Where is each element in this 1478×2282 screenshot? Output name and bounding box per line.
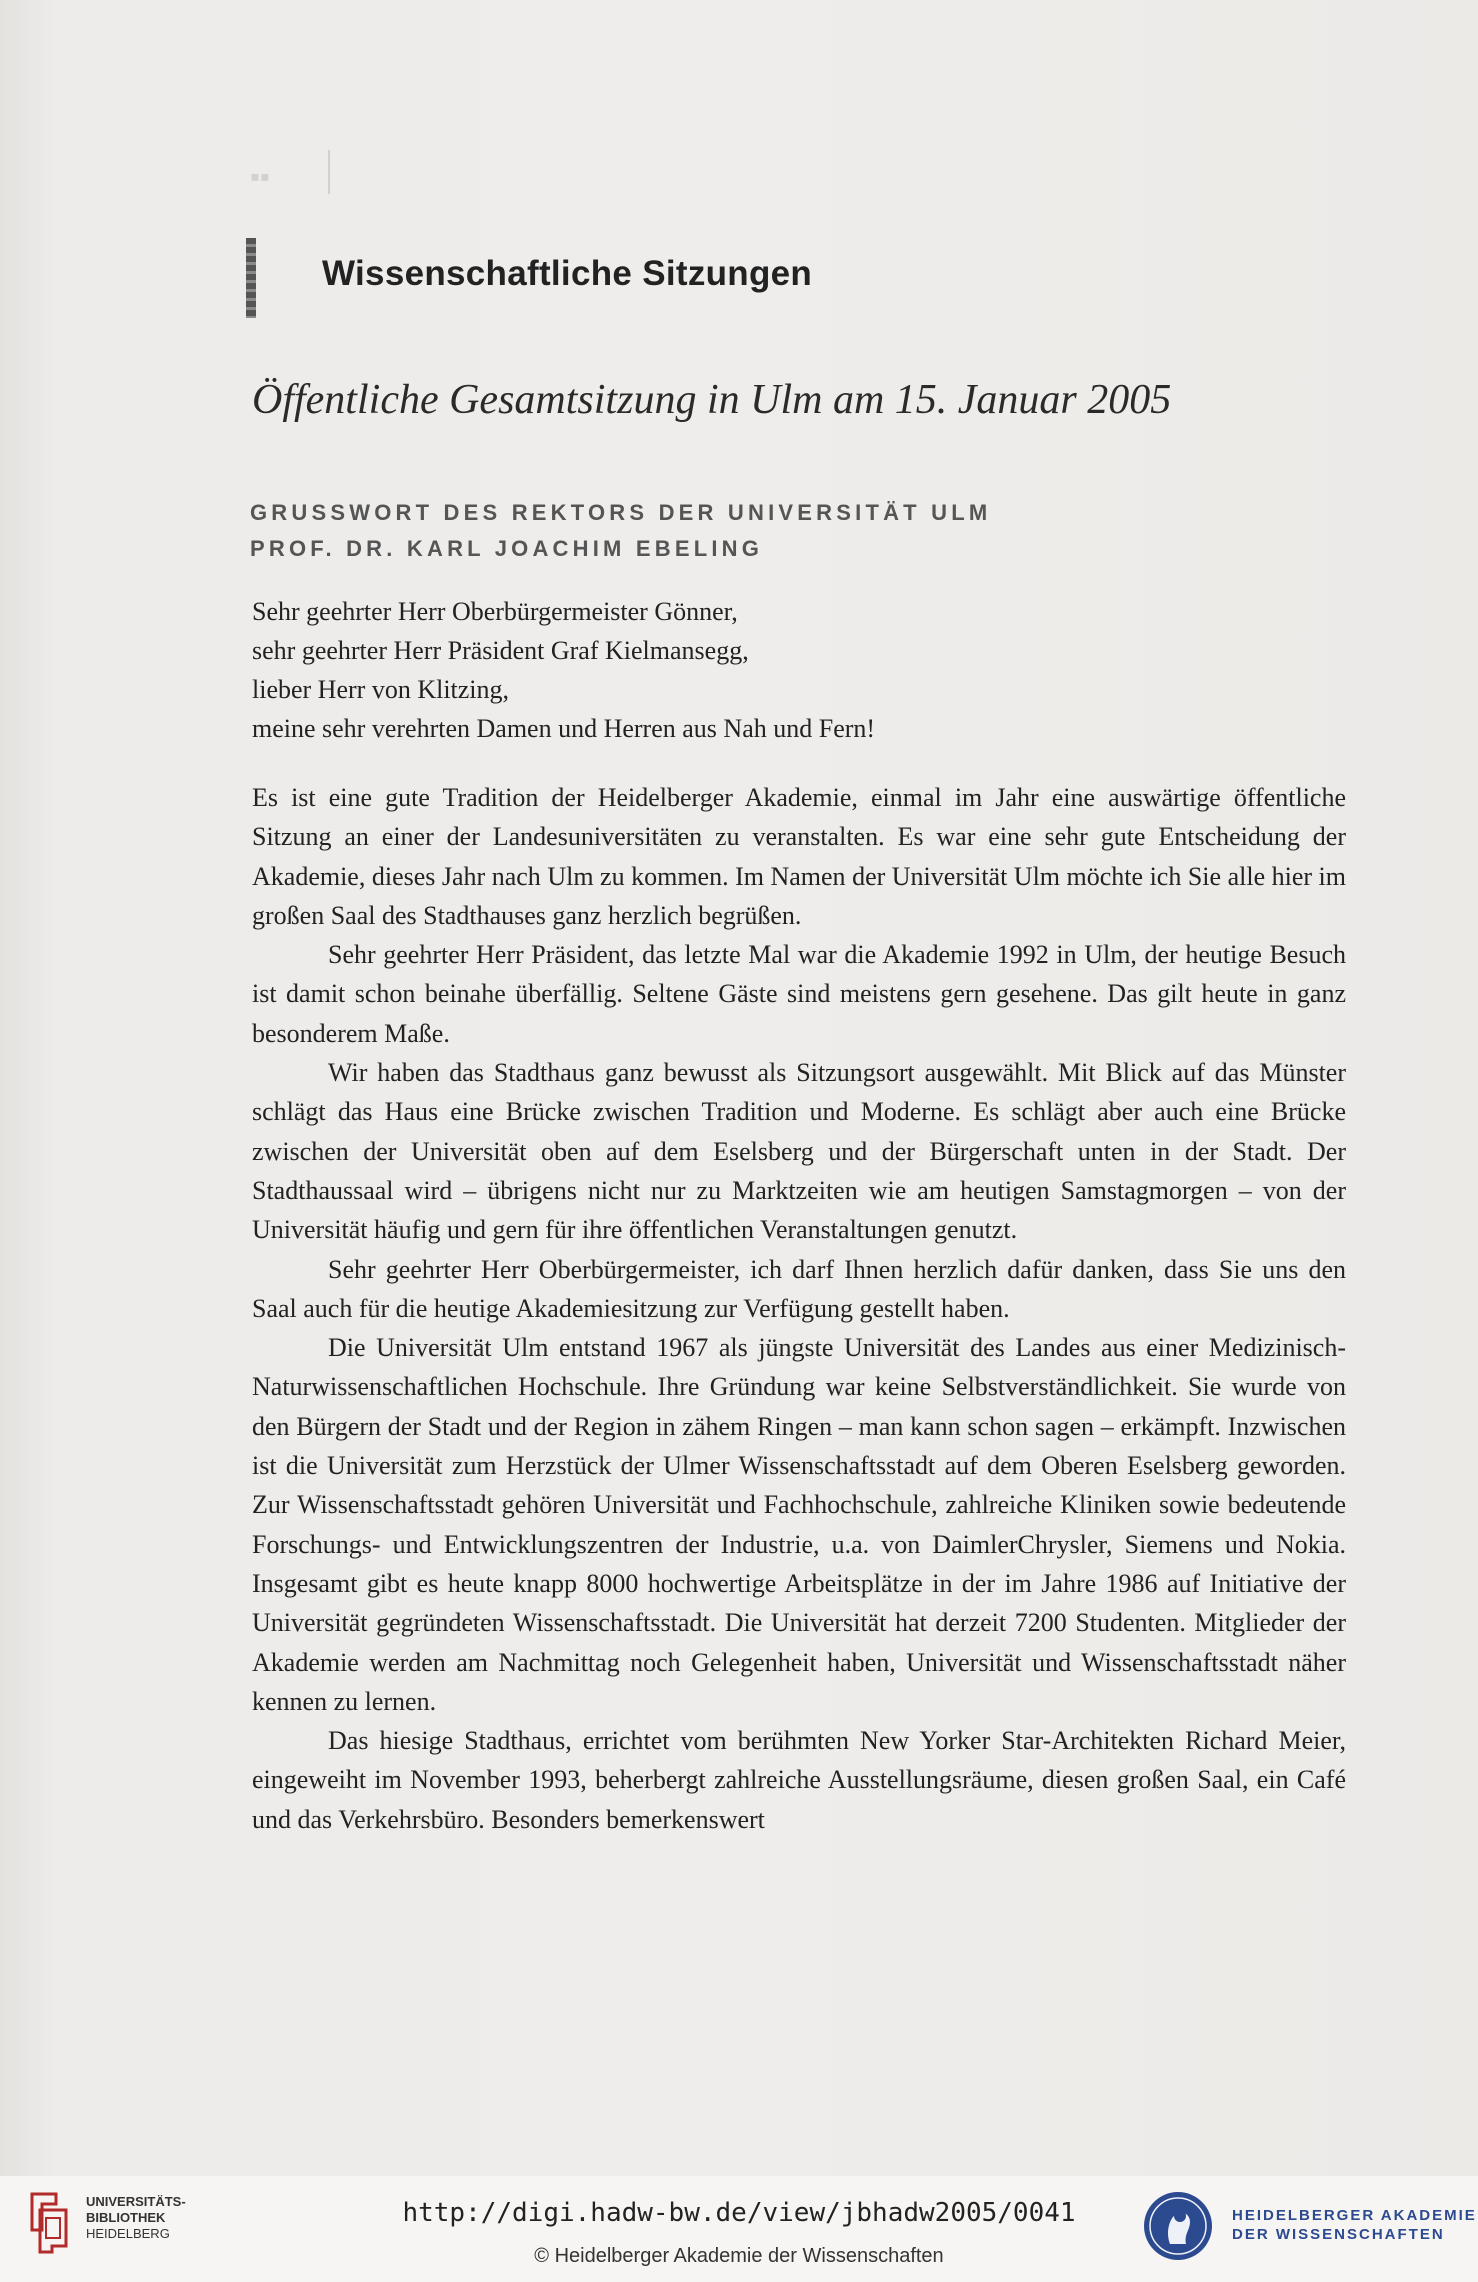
salutation-line: meine sehr verehrten Damen und Herren aus Nah und Fern! xyxy=(252,714,876,743)
library-name-line: UNIVERSITÄTS- xyxy=(86,2194,186,2209)
paragraph: Es ist eine gute Tradition der Heidelberger Akademie, einmal im Jahr eine auswärtige öffentliche Sitzung an einer der Landesuniversitäten zu veranstalten. Es war eine sehr gute Entscheidung der Akademie, dieses Jahr nach Ulm zu kommen. Im Namen der Universität Ulm möchte ich Sie alle hier im großen Saal des Stadthauses ganz herzlich begrüßen. xyxy=(252,783,1346,930)
body-text xyxy=(252,778,1346,1839)
paragraph: Wir haben das Stadthaus ganz bewusst als Sitzungsort ausgewählt. Mit Blick auf das Münster schlägt das Haus eine Brücke zwischen Tradition und Moderne. Es schlägt aber auch eine Brücke zwischen der Universität oben auf dem Eselsberg und der Bürgerschaft unten in der Stadt. Der Stadthaussaal wird – übrigens nicht nur zu Marktzeiten wie am heutigen Samstagmorgen – von der Universität häufig und gern für ihre öffentlichen Veranstaltungen genutzt. xyxy=(252,1058,1346,1245)
salutation-block xyxy=(252,592,1352,748)
speech-heading: GRUSSWORT DES REKTORS DER UNIVERSITÄT ULM xyxy=(250,500,992,525)
speaker-name: PROF. DR. KARL JOACHIM EBELING xyxy=(250,536,764,561)
session-title: Öffentliche Gesamtsitzung in Ulm am 15. Januar 2005 xyxy=(252,377,1172,423)
paragraph: Das hiesige Stadthaus, errichtet vom berühmten New Yorker Star-Architekten Richard Meier, eingeweiht im November 1993, beherbergt zahlreiche Ausstellungsräume, diesen großen Saal, ein Café und das Verkehrsbüro. Besonders bemerkenswert xyxy=(252,1726,1346,1834)
paragraph: Die Universität Ulm entstand 1967 als jüngste Universität des Landes aus einer Medizinisch-Naturwissenschaftlichen Hochschule. Ihre Gründung war keine Selbstverständlichkeit. Sie wurde von den Bürgern der Stadt und der Region in zähem Ringen – man kann schon sagen – erkämpft. Inzwischen ist die Universität zum Herzstück der Ulmer Wissenschaftsstadt auf dem Oberen Eselsberg geworden. Zur Wissenschaftsstadt gehören Universität und Fachhochschule, zahlreiche Kliniken sowie bedeutende Forschungs- und Entwicklungszentren der Industrie, u.a. von DaimlerChrysler, Siemens und Nokia. Insgesamt gibt es heute knapp 8000 hochwertige Arbeitsplätze in der im Jahre 1986 auf Initiative der Universität gegründeten Wissenschaftsstadt. Die Universität hat derzeit 7200 Studenten. Mitglieder der Akademie werden am Nachmittag noch Gelegenheit haben, Universität und Wissenschaftsstadt näher kennen zu lernen. xyxy=(252,1333,1346,1716)
library-name-line: HEIDELBERG xyxy=(86,2226,170,2241)
paragraph: Sehr geehrter Herr Oberbürgermeister, ich darf Ihnen herzlich dafür danken, dass Sie uns den Saal auch für die heutige Akademiesitzung zur Verfügung gestellt haben. xyxy=(252,1254,1346,1323)
permalink-url[interactable]: http://digi.hadw-bw.de/view/jbhadw2005/0041 xyxy=(402,2198,1076,2228)
show-through-page-number: ▪▪ xyxy=(250,162,270,193)
academy-seal-icon xyxy=(1140,2186,1216,2266)
show-through-divider xyxy=(328,150,330,194)
section-marker-bar xyxy=(246,238,256,318)
library-name-line: BIBLIOTHEK xyxy=(86,2210,166,2225)
salutation-line: Sehr geehrter Herr Oberbürgermeister Gönner, xyxy=(252,597,738,626)
academy-name-line: DER WISSENSCHAFTEN xyxy=(1232,2226,1445,2243)
salutation-line: lieber Herr von Klitzing, xyxy=(252,675,510,704)
salutation-line: sehr geehrter Herr Präsident Graf Kielmansegg, xyxy=(252,636,749,665)
section-title: Wissenschaftliche Sitzungen xyxy=(322,254,813,293)
academy-name xyxy=(1232,2206,1477,2244)
academy-name-line: HEIDELBERGER AKADEMIE xyxy=(1232,2207,1477,2224)
copyright-notice: © Heidelberger Akademie der Wissenschaften xyxy=(534,2245,944,2267)
paragraph: Sehr geehrter Herr Präsident, das letzte Mal war die Akademie 1992 in Ulm, der heutige Besuch ist damit schon beinahe überfällig. Seltene Gäste sind meistens gern gesehene. Das gilt heute in ganz besonderem Maße. xyxy=(252,940,1346,1048)
